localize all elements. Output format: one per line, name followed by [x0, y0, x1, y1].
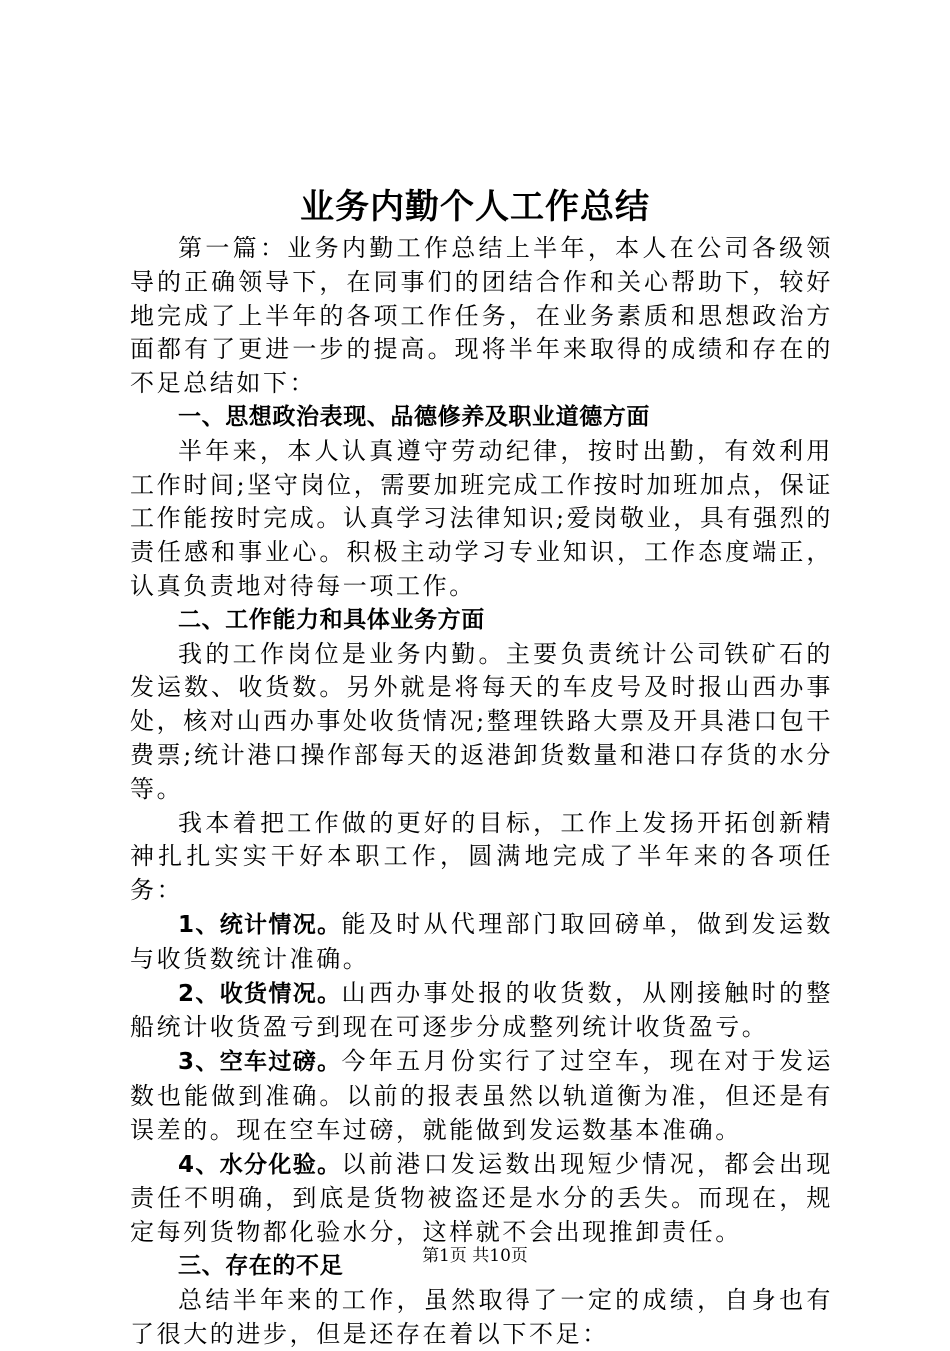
item-text: 能及时从代理部门取回磅单，做到发运数与收货数统计准确。 [130, 909, 833, 973]
section1-heading: 一、思想政治表现、品德修养及职业道德方面 [178, 403, 650, 430]
section3-paragraph: 总结半年来的工作，虽然取得了一定的成绩，自身也有了很大的进步，但是还存在着以下不足： [130, 1285, 833, 1348]
section3-heading: 三、存在的不足 [178, 1252, 344, 1279]
intro-paragraph: 第一篇：业务内勤工作总结上半年，本人在公司各级领导的正确领导下，在同事们的团结合作和关心帮助下，较好地完成了上半年的各项工作任务，在业务素质和思想政治方面都有了更进一步的提高。现将半年来取得的成绩和存在的不足总结如下： [130, 234, 833, 398]
item-text: 山西办事处报的收货数，从刚接触时的整船统计收货盈亏到现在可逐步分成整列统计收货盈亏。 [130, 978, 833, 1042]
list-item [130, 977, 833, 1046]
item-heading: 4、水分化验。 [178, 1151, 342, 1178]
list-item [130, 1045, 833, 1147]
item-heading: 1、统计情况。 [178, 911, 342, 938]
item-text: 今年五月份实行了过空车，现在对于发运数也能做到准确。以前的报表虽然以轨道衡为准，但还是有误差的。现在空车过磅，就能做到发运数基本准确。 [130, 1047, 833, 1144]
item-text: 以前港口发运数出现短少情况，都会出现责任不明确，到底是货物被盗还是水分的丢失。而现在，规定每列货物都化验水分，这样就不会出现推卸责任。 [130, 1149, 833, 1247]
section2-paragraph-2: 我本着把工作做的更好的目标，工作上发扬开拓创新精神扎扎实实干好本职工作，圆满地完成了半年来的各项任务： [130, 808, 833, 905]
section2-paragraph-1: 我的工作岗位是业务内勤。主要负责统计公司铁矿石的发运数、收货数。另外就是将每天的车皮号及时报山西办事处，核对山西办事处收货情况;整理铁路大票及开具港口包干费票;统计港口操作部每天的返港卸货数量和港口存货的水分等。 [130, 639, 833, 803]
document-title: 业务内勤个人工作总结 [300, 187, 650, 227]
item-heading: 3、空车过磅。 [178, 1049, 342, 1076]
document-body [130, 232, 833, 1351]
page-footer: 第1页 共10页 [422, 1246, 528, 1266]
section2-heading: 二、工作能力和具体业务方面 [178, 606, 485, 633]
list-item [130, 908, 833, 977]
list-item [130, 1148, 833, 1250]
item-heading: 2、收货情况。 [178, 980, 342, 1007]
section1-paragraph: 半年来，本人认真遵守劳动纪律，按时出勤，有效利用工作时间;坚守岗位，需要加班完成工作按时加班加点，保证工作能按时完成。认真学习法律知识;爱岗敬业，具有强烈的责任感和事业心。积极主动学习专业知识，工作态度端正，认真负责地对待每一项工作。 [130, 436, 833, 600]
